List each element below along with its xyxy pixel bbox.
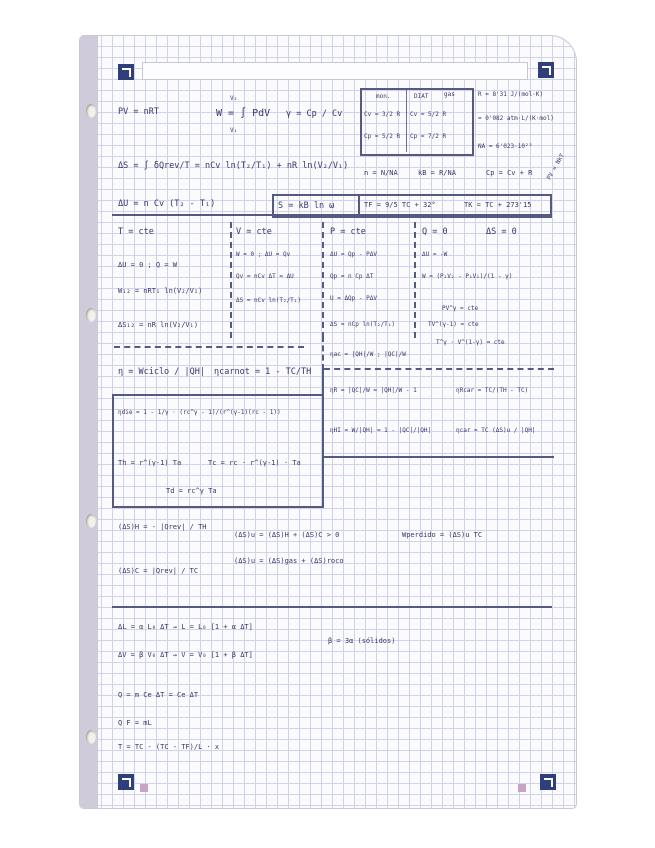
isobaric-line-2: Qp = n Cp ΔT xyxy=(330,273,374,280)
section-separator xyxy=(112,606,552,608)
isothermal-work: W₁₂ = nRT₁ ln(V₂/V₁) xyxy=(118,287,203,295)
isochoric-title: V = cte xyxy=(236,227,272,237)
isochoric-entropy: ΔS = nCv ln(T₂/T₁) xyxy=(236,297,302,304)
table-col-monatomic: mon. xyxy=(376,93,391,100)
volume-expansion: ΔV = β V₀ ΔT → V = V₀ [1 + β ΔT] xyxy=(118,651,253,659)
margin-note: PV = NkT xyxy=(545,152,567,182)
cv-diatomic: Cv = 5/2 R xyxy=(410,111,447,118)
linear-expansion: ΔL = α L₀ ΔT → L = L₀ [1 + α ΔT] xyxy=(118,623,253,631)
corner-mark-icon xyxy=(118,64,134,80)
adiabatic-title: Q = 0 xyxy=(422,227,448,237)
internal-energy-change: ΔU = n Cv (T₂ - T₁) xyxy=(118,199,216,209)
corner-square xyxy=(518,784,526,792)
efficiency-separator xyxy=(322,456,554,458)
binder-hole xyxy=(86,308,96,322)
binder-hole xyxy=(86,104,96,118)
diesel-efficiency: ηdie = 1 - 1/γ · (rc^γ - 1)/(r^(γ-1)(rc - 1)) xyxy=(118,409,281,416)
dashed-separator xyxy=(324,368,554,370)
isothermal-line-1: ΔU = 0 ; Q = W xyxy=(118,261,178,269)
entropy-change: ΔS = ∫ δQrev/T = nCv ln(T₂/T₁) + nR ln(V₂/V₁) xyxy=(118,161,349,171)
cv-monatomic: Cv = 3/2 R xyxy=(364,111,401,118)
gas-constant-atm: = 0'082 atm·L/(K·mol) xyxy=(478,115,554,122)
cp-monatomic: Cp = 5/2 R xyxy=(364,133,401,140)
boltzmann-constant: kB = R/NA xyxy=(418,169,456,177)
refrigerator-carnot: ηRcar = TC/(TH - TC) xyxy=(456,387,529,394)
otto-td: Td = rc^γ Ta xyxy=(166,487,217,495)
isobaric-entropy: ΔS = nCp ln(T₂/T₁) xyxy=(330,321,396,328)
dashed-separator xyxy=(114,346,304,348)
mayer-relation: Cp = Cv + R xyxy=(486,169,533,177)
table-col-diatomic: DIAT xyxy=(414,93,429,100)
isochoric-line-1: W = 0 ; ΔU = Qv xyxy=(236,251,291,258)
engine-efficiency: ηHI = W/|QH| = 1 - |QC|/|QH| xyxy=(330,427,432,434)
temperature-profile: T = TC - (TC - TF)/L · x xyxy=(118,743,220,751)
title-field xyxy=(142,62,528,80)
work-integral: W = ∫ PdV xyxy=(216,108,271,119)
latent-heat: Q F = mL xyxy=(118,719,152,727)
process-divider xyxy=(322,222,324,338)
entropy-universe: (ΔS)u = (ΔS)H + (ΔS)C > 0 xyxy=(234,531,340,539)
binder-hole xyxy=(86,514,96,528)
adiabatic-tv: TV^(γ-1) = cte xyxy=(428,321,479,328)
isobaric-line-3: U = ΔQp - PΔV xyxy=(330,295,377,302)
lost-work: Wperdido = (ΔS)u TC xyxy=(402,531,483,539)
ideal-gas-law: PV = nRT xyxy=(118,107,159,117)
process-divider xyxy=(414,222,416,338)
isothermal-entropy: ΔS₁₂ = nR ln(V₂/V₁) xyxy=(118,321,199,329)
entropy-cold: (ΔS)C = |Qrev| / TC xyxy=(118,567,199,575)
adiabatic-pv: PV^γ = cte xyxy=(442,305,479,312)
corner-mark-icon xyxy=(538,62,554,78)
entropy-sum: (ΔS)u = (ΔS)gas + (ΔS)roco xyxy=(234,557,344,565)
binding-stripe xyxy=(80,36,98,808)
cp-diatomic: Cp = 7/2 R xyxy=(410,133,447,140)
table-col-other: gas xyxy=(444,91,455,98)
adiabatic-work: W = (P₂V₂ - P₁V₁)/(1 - γ) xyxy=(422,273,513,280)
isothermal-title: T = cte xyxy=(118,227,154,237)
process-divider xyxy=(230,222,232,338)
adiabatic-line-1: ΔU = -W xyxy=(422,251,448,258)
cycle-efficiency: η = Wciclo / |QH| xyxy=(118,367,205,377)
adiabatic-entropy: ΔS = 0 xyxy=(486,227,517,237)
corner-mark-icon xyxy=(118,774,134,790)
otto-tc: Tc = rc · r^(γ-1) · Ta xyxy=(208,459,301,467)
gamma-ratio: γ = Cp / Cv xyxy=(286,109,343,119)
corner-square xyxy=(140,784,148,792)
notebook-page xyxy=(80,36,576,808)
isochoric-line-2: Qv = nCv ΔT = ΔU xyxy=(236,273,294,280)
binder-hole xyxy=(86,730,96,744)
heat-formula: Q = m Ce ΔT = Ce ΔT xyxy=(118,691,199,699)
kelvin-conversion: TK = TC + 273'15 xyxy=(464,201,532,209)
table-divider xyxy=(406,90,407,152)
fahrenheit-conversion: TF = 9/5 TC + 32° xyxy=(364,201,436,209)
moles-formula: n = N/NA xyxy=(364,169,398,177)
work-lower-limit: V₁ xyxy=(230,127,238,134)
adiabatic-tp: T^γ · V^(1-γ) = cte xyxy=(436,339,505,346)
boltzmann-entropy: S = kB ln ω xyxy=(278,201,335,211)
heat-pump-cop: ηac = |QH|/W ; |QC|/W xyxy=(330,351,406,358)
isobaric-line-1: ΔU = Qp - PΔV xyxy=(330,251,377,258)
work-upper-limit: V₂ xyxy=(230,95,238,102)
refrigerator-cop: ηR = |QC|/W = |QH|/W - 1 xyxy=(330,387,417,394)
avogadro-number: NA = 6'023·10²³ xyxy=(478,143,533,150)
carnot-efficiency-2: ηcar = TC (ΔS)u / |QH| xyxy=(456,427,536,434)
corner-mark-icon xyxy=(540,774,556,790)
beta-alpha-relation: β = 3α (sólidos) xyxy=(328,637,396,645)
dashed-separator xyxy=(322,336,324,370)
entropy-hot: (ΔS)H = - |Qrev| / TH xyxy=(118,523,207,531)
gas-constant-j: R = 8'31 J/(mol·K) xyxy=(478,91,544,98)
otto-th: Th = r^(γ-1) Ta xyxy=(118,459,182,467)
isobaric-title: P = cte xyxy=(330,227,366,237)
carnot-efficiency: ηcarnot = 1 - TC/TH xyxy=(214,367,312,377)
